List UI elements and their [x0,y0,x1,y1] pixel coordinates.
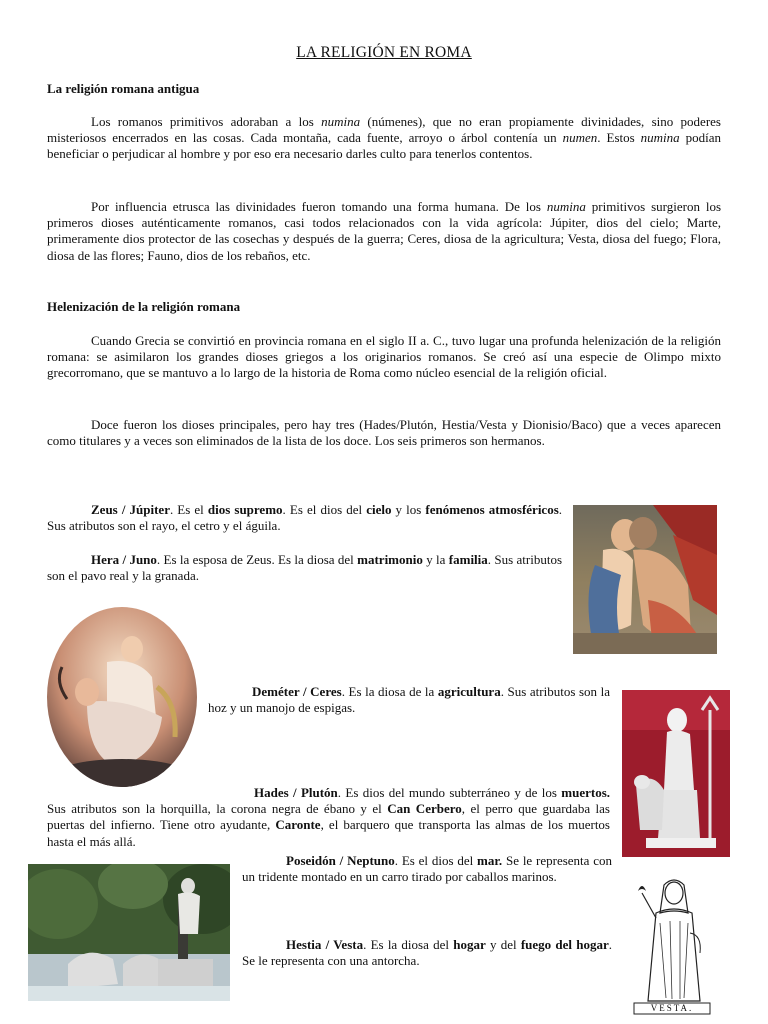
god-hera-text [47,552,562,584]
neptune-fountain-image [28,864,230,1001]
text-run: Hades / Plutón [254,785,338,800]
text-run: . Se le representa con una antorcha. [242,937,612,969]
text-run: agricultura [437,684,501,699]
text-run: matrimonio [357,552,423,567]
text-run: numen [562,130,598,146]
text-run: primitivos surgieron los primeros dioses auténticamente romanos, casi todos relacionados con la vida agrícola: Júpiter, dios del cielo; Marte, primeramente dios protector de las cosechas y después de la guerra; Ceres, diosa de la agricultura; Vesta, diosa del fuego; Flora, diosa de las flores; Fauno, dios de los rebaños, etc. [47,199,722,263]
god-poseidon-text [242,853,612,885]
section-heading-religion-antigua: La religión romana antigua [47,81,200,96]
god-zeus-text [47,502,562,534]
text-run: numina [640,130,680,146]
text-run: cielo [366,502,392,517]
paragraph-numina [47,114,721,163]
text-run: familia [448,552,488,567]
text-run: Los romanos primitivos adoraban a los [91,114,322,129]
vesta-caption: VESTA. [650,1003,694,1013]
text-run: Caronte [275,817,321,833]
text-run: Hestia / Vesta [286,937,364,952]
text-run: muertos. [561,785,611,800]
god-demeter-text [208,684,610,716]
paragraph-influencia-etrusca [47,199,721,264]
god-hades-text [47,785,610,850]
demeter-ceres-painting-image [47,607,197,787]
zeus-hera-painting-image [573,505,717,654]
text-run: , el barquero que transporta las almas de los muertos hasta el más allá. [47,817,610,849]
hades-statue-image [622,690,730,857]
page-title: LA RELIGIÓN EN ROMA [296,44,472,61]
text-run: hogar [453,937,486,952]
text-run: . Sus atributos son la hoz y un manojo de espigas. [208,684,610,716]
text-run: podían beneficiar o perjudicar al hombre y por eso era necesario darles culto para tenerlos contentos. [47,130,721,162]
text-run: y del [485,937,521,952]
text-run: y la [422,552,449,567]
text-run: Poseidón / Neptuno [286,853,395,868]
vesta-engraving-image [626,873,718,1019]
text-run: Por influencia etrusca las divinidades fueron tomando una forma humana. De los [91,199,547,214]
text-run: , el perro que guardaba las puertas del infierno. Tiene otro ayudante, [47,801,610,833]
paragraph-helenizacion [47,333,721,382]
text-run: . Estos [597,130,641,146]
text-run: Zeus / Júpiter [91,502,170,517]
text-run: . Sus atributos son el rayo, el cetro y el águila. [47,502,563,534]
text-run: y los [391,502,426,517]
text-run: . Es el dios del [282,502,367,517]
god-hestia-text [242,937,612,969]
text-run: . Sus atributos son el pavo real y la granada. [47,552,562,584]
text-run: Doce fueron los dioses principales, pero hay tres (Hades/Plutón, Hestia/Vesta y Dionisio/Baco) que a veces aparecen como titulares y a veces son eliminados de la lista de los doce. Los seis primeros son hermanos. [47,417,721,449]
paragraph-doce-dioses [47,417,721,449]
text-run: Se le representa con un tridente montado en un carro tirado por caballos marinos. [242,853,613,885]
text-run: . Es la diosa de la [341,684,438,699]
text-run: . Es el dios del [394,853,478,868]
text-run: Sus atributos son la horquilla, la corona negra de ébano y el [47,801,388,817]
text-run: . Es la esposa de Zeus. Es la diosa del [156,552,358,567]
text-run: Deméter / Ceres [252,684,342,699]
text-run: . Es el [169,502,208,517]
text-run: Hera / Juno [91,552,157,567]
text-run: . Es dios del mundo subterráneo y de los [337,785,562,800]
text-run: (númenes), que no eran propiamente divinidades, sino poderes misteriosos encerrados en las cosas. Cada montaña, cada fuente, arroyo o árbol contenía un [47,114,721,146]
text-run: Cuando Grecia se convirtió en provincia romana en el siglo II a. C., tuvo lugar una profunda helenización de la religión romana: se asimilaron los grandes dioses griegos a los originarios romanos. Se creó así una especie de Olimpo mixto grecorromano, que se mantuvo a lo largo de la historia de Roma como núcleo esencial de la religión oficial. [47,333,721,381]
text-run: Can Cerbero [387,801,462,817]
text-run: numina [321,114,361,129]
text-run: mar. [477,853,503,868]
text-run: . Es la diosa del [363,937,454,952]
text-run: numina [546,199,586,214]
text-run: fenómenos atmosféricos [425,502,559,517]
text-run: fuego del hogar [520,937,609,952]
section-heading-helenizacion: Helenización de la religión romana [47,299,241,314]
text-run: dios supremo [207,502,283,517]
